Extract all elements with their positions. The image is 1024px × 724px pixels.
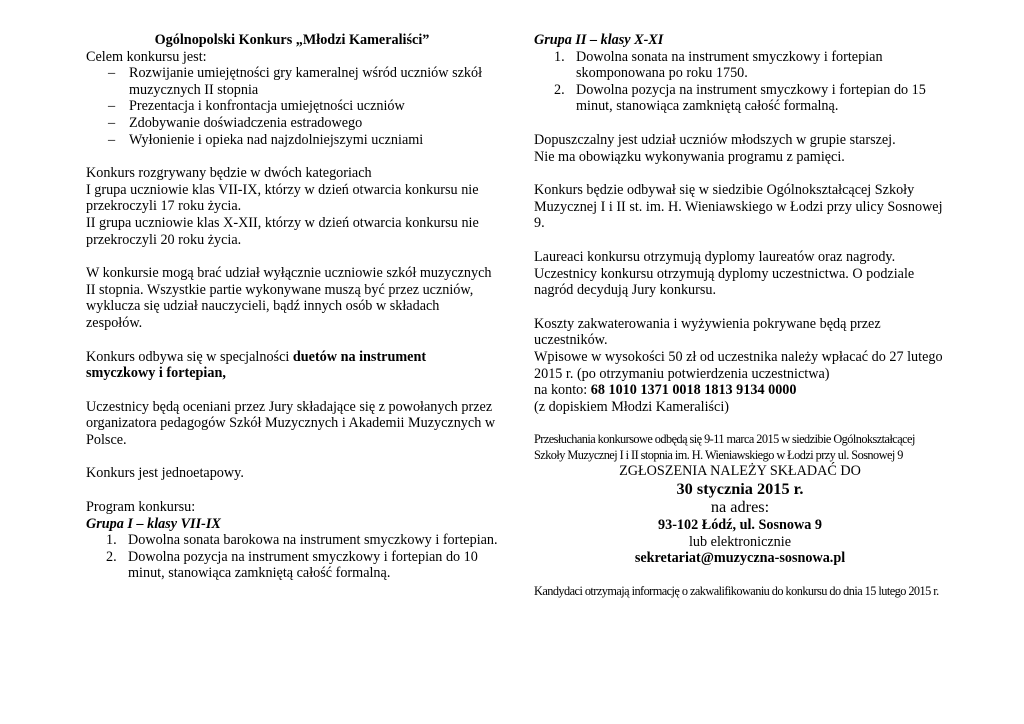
list-item: – Wyłonienie i opieka nad najzdolniejszymi uczniami [108,131,424,148]
account-number: 68 1010 1371 0018 1813 9134 0000 [590,382,797,399]
participants-line: Uczestnicy konkursu otrzymują dyplomy uczestnictwa. O podziale nagród decydują Jury konkursu. [534,265,915,299]
document-title: Ogólnopolski Konkurs „Młodzi Kameraliści” [154,32,430,48]
jury-paragraph: Uczestnicy będą oceniani przez Jury składające się z powołanych przez organizatora pedagogów Szkół Muzycznych i Akademii Muzycznych w Polsce. [86,398,496,448]
list-item: – Prezentacja i konfrontacja umiejętności uczniów [108,98,405,115]
dash-marker: – [108,131,116,148]
memory-note: Nie ma obowiązku wykonywania programu z pamięci. [534,148,845,165]
dash-marker: – [108,65,116,82]
program-title: Program konkursu: [86,499,196,516]
list-item: – Zdobywanie doświadczenia estradowego [108,114,363,131]
dash-marker: – [108,114,116,131]
left-column [86,32,498,582]
account-line: na konto: 68 1010 1371 0018 1813 9134 0000 [534,382,797,399]
auditions-note: Przesłuchania konkursowe odbędą się 9-11 marca 2015 w siedzibie Ogólnokształcącej Szkoły Muzycznej I i II stopnia im. H. Wieniawskiego w Łodzi przy ul. Sosnowej 9 [534,432,915,462]
qualification-note: Kandydaci otrzymają informację o zakwalifikowaniu do konkursu do dnia 15 lutego 2015 r. [534,584,939,599]
account-note: (z dopiskiem Młodzi Kameraliści) [534,398,730,415]
dash-marker: – [108,98,116,115]
fee-line: Wpisowe w wysokości 50 zł od uczestnika należy wpłacać do 27 lutego 2015 r. (po otrzymaniu potwierdzenia uczestnictwa) [534,348,943,382]
group1-list [86,532,498,582]
group2-title: Grupa II – klasy X-XI [534,32,664,48]
deadline-date: 30 stycznia 2015 r. [676,478,804,498]
purpose-intro: Celem konkursu jest: [86,48,207,65]
list-item: 1. Dowolna sonata na instrument smyczkowy i fortepian skomponowana po roku 1750. [554,48,883,82]
stage-paragraph: Konkurs jest jednoetapowy. [86,465,244,482]
applications-heading: ZGŁOSZENIA NALEŻY SKŁADAĆ DO [619,463,861,480]
address-label: na adres: [710,497,770,517]
category-group-2: II grupa uczniowie klas X-XII, którzy w dzień otwarcia konkursu nie przekroczyli 20 roku życia. [86,214,479,248]
list-item: 1. Dowolna sonata barokowa na instrument smyczkowy i fortepian. [106,532,498,549]
categories-heading: Konkurs rozgrywany będzie w dwóch kategoriach [86,165,372,182]
postal-address: 93-102 Łódź, ul. Sosnowa 9 [658,517,822,534]
venue-paragraph: Konkurs będzie odbywał się w siedzibie Ogólnokształcącej Szkoły Muzycznej I i II st. im. H. Wieniawskiego w Łodzi przy ulicy Sosnowej 9. [534,182,943,232]
specialty-paragraph: Konkurs odbywa się w specjalności duetów na instrument smyczkowy i fortepian, [86,348,427,382]
list-item: – Rozwijanie umiejętności gry kameralnej wśród uczniów szkół muzycznych II stopnia [108,65,483,98]
email-address: sekretariat@muzyczna-sosnowa.pl [634,550,846,567]
group2-list [534,49,946,115]
eligibility-paragraph: W konkursie mogą brać udział wyłącznie uczniowie szkół muzycznych II stopnia. Wszystkie partie wykonywane muszą być przez uczniów, wyklucza się udział nauczycieli, bądź innych osób w składach zespołów. [86,265,492,331]
laureates-line: Laureaci konkursu otrzymują dyplomy laureatów oraz nagrody. [534,248,896,265]
group1-title: Grupa I – klasy VII-IX [86,515,221,532]
or-electronic: lub elektronicznie [688,533,792,550]
list-item: 2. Dowolna pozycja na instrument smyczkowy i fortepian do 15 minut, stanowiąca zamkniętą całość formalną. [554,81,926,115]
right-column [534,32,946,599]
list-item: 2. Dowolna pozycja na instrument smyczkowy i fortepian do 10 minut, stanowiąca zamkniętą całość formalną. [106,548,478,582]
purpose-list [86,65,498,148]
category-group-1: I grupa uczniowie klas VII-IX, którzy w dzień otwarcia konkursu nie przekroczyli 17 roku życia. [86,181,479,215]
costs-line: Koszty zakwaterowania i wyżywienia pokrywane będą przez uczestników. [534,315,881,349]
younger-note: Dopuszczalny jest udział uczniów młodszych w grupie starszej. [534,131,896,148]
specialty-bold: duetów na instrument smyczkowy i fortepian, [86,348,427,382]
